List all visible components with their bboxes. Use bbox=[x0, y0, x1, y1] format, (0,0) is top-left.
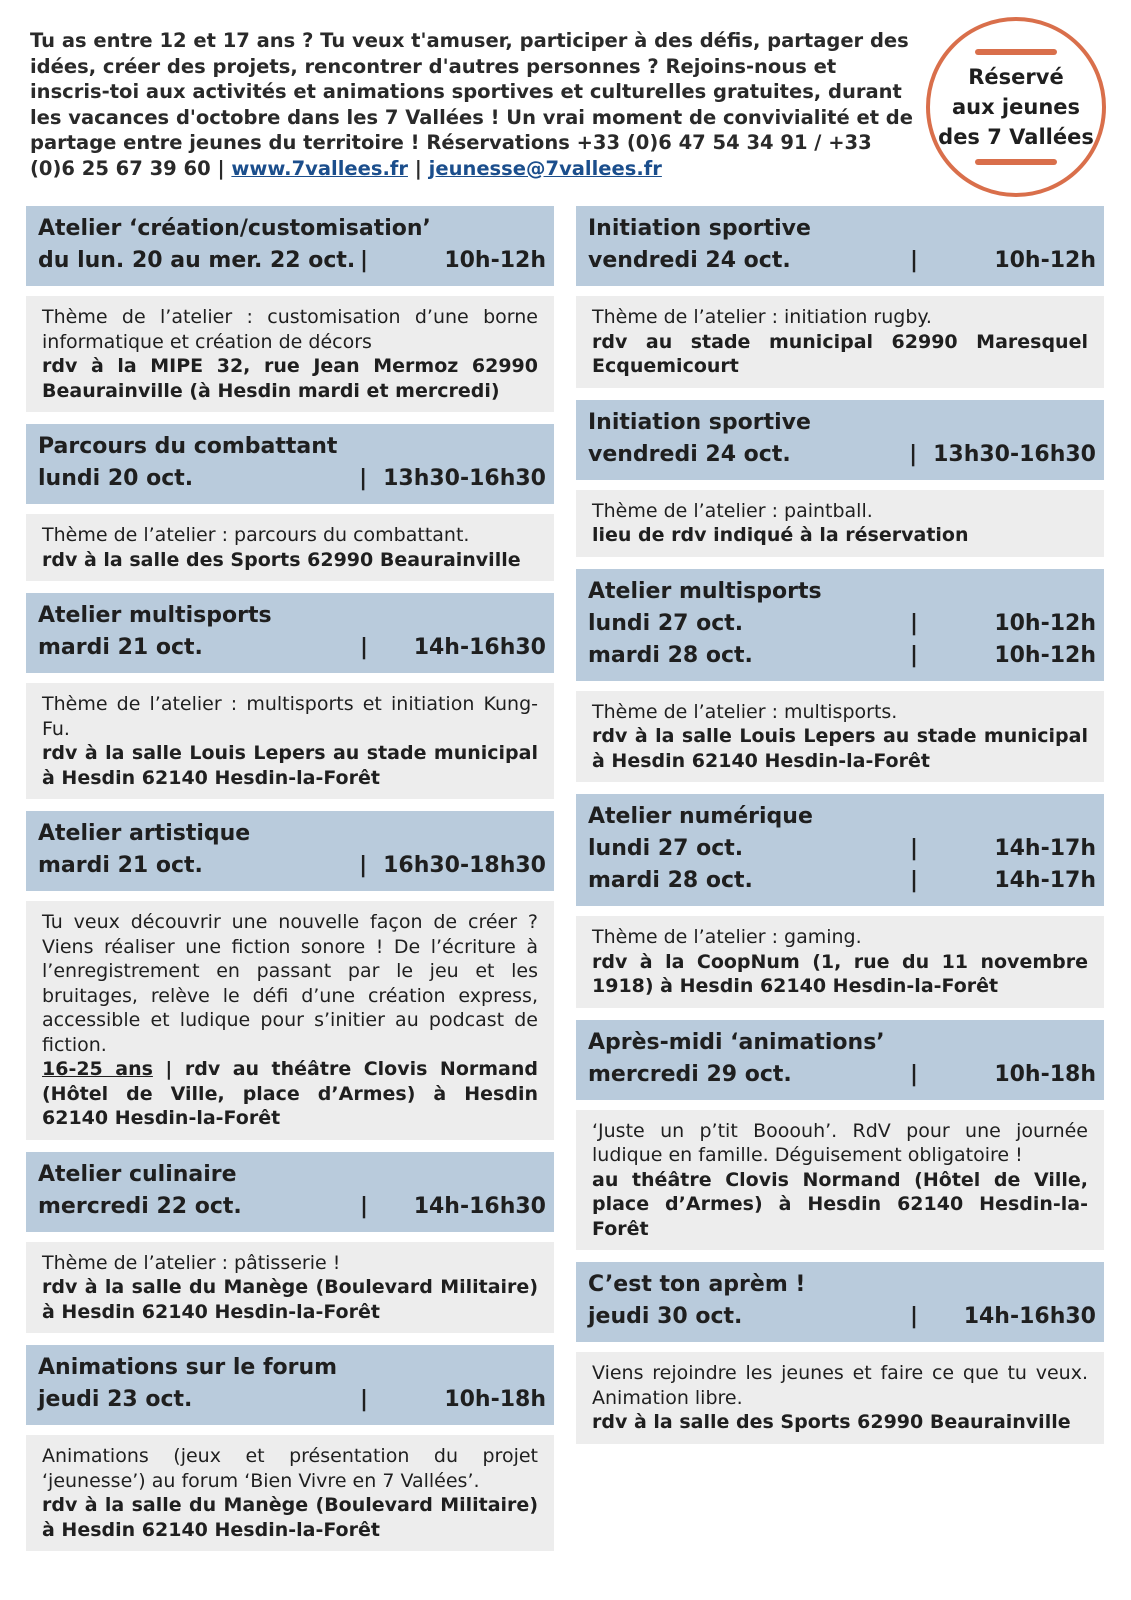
event-rdv: rdv à la salle des Sports 62990 Beaurainville bbox=[42, 548, 521, 571]
event-date: jeudi 23 oct. bbox=[38, 1387, 193, 1412]
event-card bbox=[576, 794, 1104, 1008]
event-date-row bbox=[38, 1384, 546, 1416]
event-theme: Thème de l’atelier : multisports. bbox=[592, 700, 898, 723]
event-rdv: | rdv au théâtre Clovis Normand (Hôtel de Ville, place d’Armes) à Hesdin 62140 Hesdin-la-Forêt bbox=[42, 1058, 538, 1129]
event-card bbox=[576, 206, 1104, 388]
event-date-row bbox=[588, 865, 1096, 897]
event-rdv: rdv à la salle du Manège (Boulevard Militaire) à Hesdin 62140 Hesdin-la-Forêt bbox=[42, 1494, 538, 1541]
event-time: 10h-12h bbox=[994, 248, 1096, 273]
badge-line-1: Réservé bbox=[968, 65, 1064, 89]
badge-line-2: aux jeunes bbox=[951, 95, 1081, 119]
badge-bottom-bar bbox=[975, 159, 1057, 165]
event-date-row bbox=[38, 632, 546, 664]
event-theme: Animations (jeux et présentation du projet ‘jeunesse’) au forum ‘Bien Vivre en 7 Vallées’. bbox=[42, 1445, 538, 1492]
event-details bbox=[26, 901, 554, 1140]
event-theme: Thème de l’atelier : multisports et initiation Kung-Fu. bbox=[42, 693, 538, 740]
event-date-row bbox=[588, 608, 1096, 640]
event-header bbox=[26, 1152, 554, 1232]
event-separator: | bbox=[910, 642, 919, 668]
event-date-row bbox=[588, 439, 1096, 471]
event-rdv: lieu de rdv indiqué à la réservation bbox=[592, 524, 969, 546]
event-details bbox=[576, 1110, 1104, 1251]
event-title: Atelier multisports bbox=[588, 578, 822, 604]
event-date-row bbox=[38, 245, 546, 277]
email-link[interactable]: jeunesse@7vallees.fr bbox=[428, 156, 662, 180]
event-rdv: rdv à la salle des Sports 62990 Beaurainville bbox=[592, 1411, 1071, 1433]
event-details bbox=[26, 514, 554, 581]
event-rdv: rdv à la MIPE 32, rue Jean Mermoz 62990 Beaurainville (à Hesdin mardi et mercredi) bbox=[42, 355, 538, 402]
event-age: 16-25 ans bbox=[42, 1058, 153, 1080]
reserved-badge bbox=[926, 17, 1106, 197]
event-rdv: rdv à la salle du Manège (Boulevard Militaire) à Hesdin 62140 Hesdin-la-Forêt bbox=[42, 1276, 538, 1323]
event-card bbox=[26, 206, 554, 412]
event-title: Après-midi ‘animations’ bbox=[588, 1029, 885, 1055]
event-title: Atelier ‘création/customisation’ bbox=[38, 216, 431, 241]
event-time: 10h-18h bbox=[444, 1387, 546, 1412]
event-time: 10h-12h bbox=[444, 248, 546, 273]
event-title: Atelier culinaire bbox=[38, 1161, 237, 1187]
event-date: mercredi 29 oct. bbox=[588, 1061, 792, 1087]
event-details bbox=[576, 490, 1104, 557]
event-time: 16h30-18h30 bbox=[383, 853, 546, 878]
event-time: 13h30-16h30 bbox=[383, 466, 546, 491]
event-date: mercredi 22 oct. bbox=[38, 1193, 242, 1219]
event-title: C’est ton aprèm ! bbox=[588, 1272, 806, 1297]
event-rdv: rdv au stade municipal 62990 Maresquel Ecquemicourt bbox=[592, 330, 1088, 377]
event-separator: | bbox=[360, 635, 369, 660]
event-time: 14h-16h30 bbox=[963, 1304, 1096, 1329]
event-time: 14h-17h bbox=[994, 836, 1096, 861]
event-separator: | bbox=[910, 1304, 919, 1329]
event-date: mardi 28 oct. bbox=[588, 642, 753, 668]
event-time: 13h30-16h30 bbox=[933, 441, 1096, 467]
event-time: 10h-12h bbox=[994, 642, 1096, 668]
event-theme: Tu veux découvrir une nouvelle façon de créer ? Viens réaliser une fiction sonore ! De l’écriture à l’enregistrement en passant par le jeu et les bruitages, relève le défi d’une création express, accessible et ludique pour s’initier au podcast de fiction. bbox=[42, 911, 538, 1056]
event-header bbox=[26, 206, 554, 286]
event-separator: | bbox=[360, 1387, 369, 1412]
event-details bbox=[26, 1435, 554, 1551]
event-card bbox=[576, 1262, 1104, 1444]
event-details bbox=[26, 296, 554, 412]
event-title: Parcours du combattant bbox=[38, 434, 338, 459]
event-details bbox=[576, 916, 1104, 1008]
event-rdv: rdv à la salle Louis Lepers au stade municipal à Hesdin 62140 Hesdin-la-Forêt bbox=[42, 742, 538, 789]
event-theme: Thème de l’atelier : parcours du combattant. bbox=[42, 524, 470, 546]
event-header bbox=[576, 1262, 1104, 1342]
badge-line-3: des 7 Vallées bbox=[938, 125, 1094, 149]
event-card bbox=[26, 593, 554, 799]
event-theme: Thème de l’atelier : pâtisserie ! bbox=[42, 1251, 341, 1274]
event-date: jeudi 30 oct. bbox=[588, 1304, 743, 1329]
event-date-row bbox=[38, 1191, 546, 1223]
intro-separator: | bbox=[407, 156, 429, 180]
event-theme: Thème de l’atelier : paintball. bbox=[592, 499, 873, 522]
event-header bbox=[576, 206, 1104, 286]
event-title: Atelier multisports bbox=[38, 603, 272, 628]
event-date: mardi 21 oct. bbox=[38, 635, 203, 660]
event-card bbox=[26, 1152, 554, 1334]
event-date: mardi 28 oct. bbox=[588, 868, 753, 893]
event-header bbox=[576, 569, 1104, 681]
event-header bbox=[576, 1020, 1104, 1100]
event-rdv: au théâtre Clovis Normand (Hôtel de Ville, place d’Armes) à Hesdin 62140 Hesdin-la-Forêt bbox=[592, 1168, 1088, 1240]
event-details bbox=[576, 691, 1104, 783]
event-rdv: rdv à la CoopNum (1, rue du 11 novembre 1918) à Hesdin 62140 Hesdin-la-Forêt bbox=[592, 950, 1088, 997]
event-theme: Thème de l’atelier : customisation d’une borne informatique et création de décors bbox=[42, 306, 538, 353]
intro-paragraph: Tu as entre 12 et 17 ans ? Tu veux t'amuser, participer à des défis, partager des idées, créer des projets, rencontrer d'autres personnes ? Rejoins-nous et inscris-toi aux activités et animations sportives et culturelles gratuites, durant les vacances d'octobre dans les 7 Vallées ! Un vrai moment de convivialité et de partage entre jeunes du territoire ! Réservations +33 (0)6 47 54 34 91 / +33 (0)6 25 67 39 60 | bbox=[30, 29, 913, 180]
event-separator: | bbox=[360, 248, 369, 273]
badge-text bbox=[938, 62, 1094, 152]
event-date-row bbox=[38, 463, 546, 495]
event-title: Animations sur le forum bbox=[38, 1355, 338, 1380]
event-time: 10h-18h bbox=[994, 1061, 1096, 1087]
event-separator: | bbox=[910, 1061, 919, 1087]
event-date-row bbox=[588, 833, 1096, 865]
event-title: Initiation sportive bbox=[588, 409, 811, 435]
right-column bbox=[576, 206, 1104, 1456]
event-details bbox=[576, 1352, 1104, 1444]
event-theme: Thème de l’atelier : initiation rugby. bbox=[592, 306, 932, 328]
event-theme: Viens rejoindre les jeunes et faire ce que tu veux. Animation libre. bbox=[592, 1362, 1088, 1409]
event-title: Atelier numérique bbox=[588, 804, 813, 829]
event-date: vendredi 24 oct. bbox=[588, 441, 791, 467]
event-date: lundi 27 oct. bbox=[588, 836, 744, 861]
event-date-row bbox=[588, 1059, 1096, 1091]
event-date: lundi 27 oct. bbox=[588, 610, 744, 636]
event-card bbox=[26, 811, 554, 1140]
event-card bbox=[26, 424, 554, 581]
event-rdv-line bbox=[42, 1057, 538, 1131]
event-separator: | bbox=[910, 868, 919, 893]
event-separator: | bbox=[910, 610, 919, 636]
event-header bbox=[26, 1345, 554, 1425]
event-date-row bbox=[38, 850, 546, 882]
event-time: 14h-17h bbox=[994, 868, 1096, 893]
event-separator: | bbox=[360, 1193, 369, 1219]
left-column bbox=[26, 206, 554, 1563]
event-header bbox=[26, 811, 554, 891]
intro-text bbox=[30, 28, 920, 181]
event-date: du lun. 20 au mer. 22 oct. bbox=[38, 248, 356, 273]
event-card bbox=[576, 569, 1104, 783]
event-date-row bbox=[588, 1301, 1096, 1333]
event-separator: | bbox=[909, 441, 918, 467]
event-date: mardi 21 oct. bbox=[38, 853, 203, 878]
event-title: Atelier artistique bbox=[38, 821, 251, 846]
event-header bbox=[576, 400, 1104, 480]
event-date-row bbox=[588, 245, 1096, 277]
event-header bbox=[26, 424, 554, 504]
event-separator: | bbox=[910, 836, 919, 861]
event-theme: ‘Juste un p’tit Booouh’. RdV pour une journée ludique en famille. Déguisement obligatoire ! bbox=[592, 1119, 1088, 1166]
event-card bbox=[576, 1020, 1104, 1251]
event-time: 14h-16h30 bbox=[413, 1193, 546, 1219]
event-date: lundi 20 oct. bbox=[38, 466, 194, 491]
event-date: vendredi 24 oct. bbox=[588, 248, 791, 273]
event-details bbox=[26, 1242, 554, 1334]
event-time: 14h-16h30 bbox=[413, 635, 546, 660]
event-details bbox=[576, 296, 1104, 388]
event-card bbox=[576, 400, 1104, 557]
event-time: 10h-12h bbox=[994, 610, 1096, 636]
event-rdv: rdv à la salle Louis Lepers au stade municipal à Hesdin 62140 Hesdin-la-Forêt bbox=[592, 725, 1088, 772]
event-header bbox=[26, 593, 554, 673]
event-theme: Thème de l’atelier : gaming. bbox=[592, 926, 862, 948]
event-title: Initiation sportive bbox=[588, 216, 811, 241]
event-date-row bbox=[588, 640, 1096, 672]
event-header bbox=[576, 794, 1104, 906]
event-details bbox=[26, 683, 554, 799]
event-separator: | bbox=[910, 248, 919, 273]
event-separator: | bbox=[359, 853, 368, 878]
badge-top-bar bbox=[975, 49, 1057, 55]
event-separator: | bbox=[359, 466, 368, 491]
event-card bbox=[26, 1345, 554, 1551]
website-link[interactable]: www.7vallees.fr bbox=[231, 156, 408, 180]
